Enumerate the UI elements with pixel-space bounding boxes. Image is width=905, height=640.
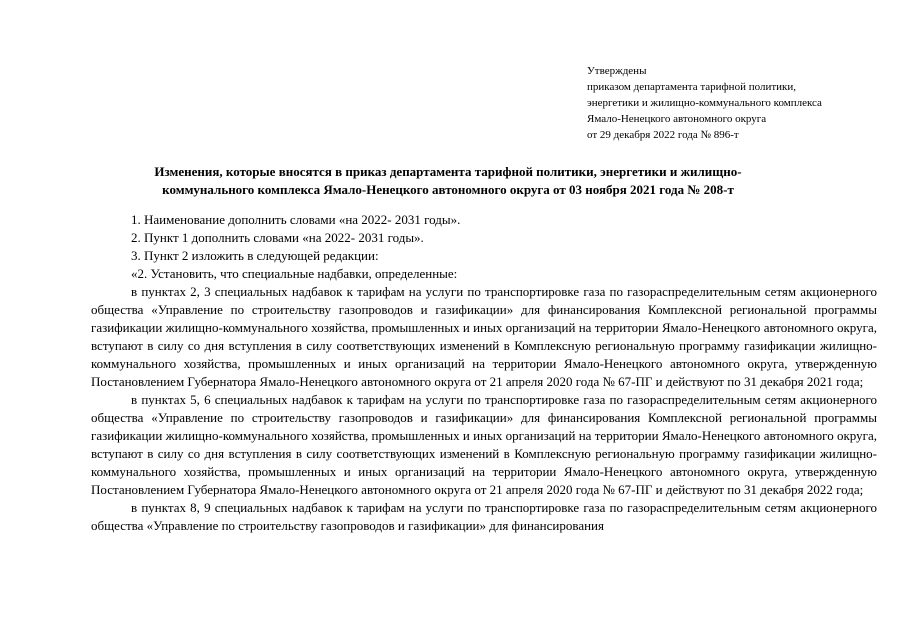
approval-line: Утверждены <box>587 65 647 77</box>
list-item: 3. Пункт 2 изложить в следующей редакции: <box>131 248 379 263</box>
paragraph: в пунктах 5, 6 специальных надбавок к тарифам на услуги по транспортировке газа по газораспределительным сетям акционерного общества «Управление по строительству газопроводов и газификации» для финансирования Комплексной региональной программы газификации жилищно-коммунального хозяйства, промышленных и иных организаций на территории Ямало-Ненецкого автономного округа, вступают в силу со дня вступления в силу соответствующих изменений в Комплексную региональную программу газификации жилищно-коммунального хозяйства, промышленных и иных организаций на территории Ямало-Ненецкого автономного округа, утвержденную Постановлением Губернатора Ямало-Ненецкого автономного округа от 21 апреля 2020 года № 67-ПГ и действуют по 31 декабря 2022 года; <box>91 392 877 497</box>
paragraph: в пунктах 8, 9 специальных надбавок к тарифам на услуги по транспортировке газа по газораспределительным сетям акционерного общества «Управление по строительству газопроводов и газификации» для финансирования <box>91 500 877 533</box>
document-title <box>60 163 836 199</box>
document-body <box>91 211 877 535</box>
approval-line: от 29 декабря 2022 года № 896-т <box>587 129 739 141</box>
list-item: 1. Наименование дополнить словами «на 2022- 2031 годы». <box>131 212 461 227</box>
paragraph: в пунктах 2, 3 специальных надбавок к тарифам на услуги по транспортировке газа по газораспределительным сетям акционерного общества «Управление по строительству газопроводов и газификации» для финансирования Комплексной региональной программы газификации жилищно-коммунального хозяйства, промышленных и иных организаций на территории Ямало-Ненецкого автономного округа, вступают в силу со дня вступления в силу соответствующих изменений в Комплексную региональную программу газификации жилищно-коммунального хозяйства, промышленных и иных организаций на территории Ямало-Ненецкого автономного округа, утвержденную Постановлением Губернатора Ямало-Ненецкого автономного округа от 21 апреля 2020 года № 67-ПГ и действуют по 31 декабря 2021 года; <box>91 284 877 389</box>
approval-block <box>587 63 887 143</box>
list-item: 2. Пункт 1 дополнить словами «на 2022- 2031 годы». <box>131 230 424 245</box>
approval-line: Ямало-Ненецкого автономного округа <box>587 113 767 125</box>
title-line: коммунального комплекса Ямало-Ненецкого автономного округа от 03 ноября 2021 года № 208-т <box>162 182 734 197</box>
approval-line: приказом департамента тарифной политики, <box>587 81 796 93</box>
approval-line: энергетики и жилищно-коммунального комплекса <box>587 97 822 109</box>
title-line: Изменения, которые вносятся в приказ департамента тарифной политики, энергетики и жилищно- <box>154 164 742 179</box>
quote-start: «2. Установить, что специальные надбавки, определенные: <box>131 266 458 281</box>
